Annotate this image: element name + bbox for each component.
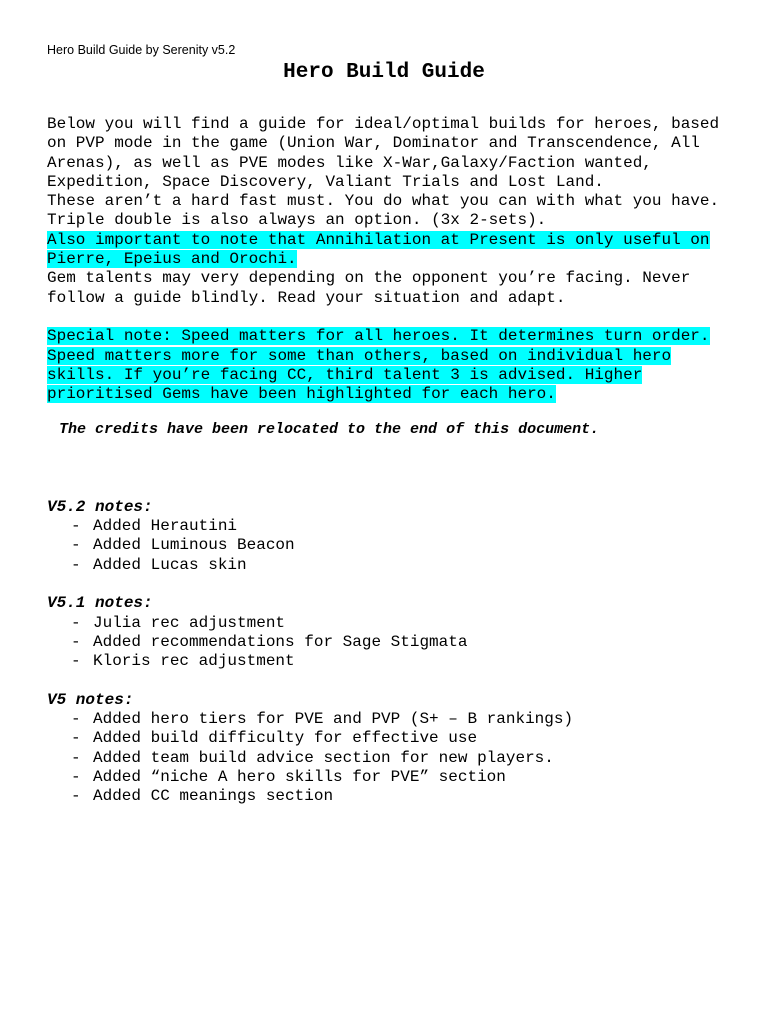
bullet-dash: - xyxy=(71,632,81,651)
list-item xyxy=(71,729,737,748)
list-item xyxy=(71,517,737,536)
bullet-dash: - xyxy=(71,748,81,767)
bullet-dash: - xyxy=(71,613,81,632)
special-note xyxy=(47,327,737,404)
document-body xyxy=(47,115,737,807)
bullet-dash: - xyxy=(71,729,81,748)
list-item xyxy=(71,749,737,768)
spacer xyxy=(47,440,737,498)
list-item xyxy=(71,652,737,671)
credits-note: The credits have been relocated to the end of this document. xyxy=(59,421,600,439)
intro-paragraph: Below you will find a guide for ideal/optimal builds for heroes, based on PVP mode in the game (Union War, Dominator and Transcendence, All Arenas), as well as PVE modes like X-War,Galaxy/Faction wanted, Expedition, Space Discovery, Valiant Trials and Lost Land. xyxy=(47,115,720,191)
special-note-highlight: Special note: Speed matters for all heroes. It determines turn order. Speed matters more for some than others, based on individual hero skills. If you’re facing CC, third talent 3 is advised. Higher prioritised Gems have been highlighted for each hero. xyxy=(47,327,710,404)
gem-talents-paragraph: Gem talents may very depending on the opponent you’re facing. Never follow a guide blindly. Read your situation and adapt. xyxy=(47,269,691,307)
list-item-text: Added Luminous Beacon xyxy=(93,536,295,555)
notes-list xyxy=(47,614,737,672)
list-item-text: Added “niche A hero skills for PVE” section xyxy=(93,767,506,786)
notes-heading: V5.2 notes: xyxy=(47,497,153,516)
list-item xyxy=(71,556,737,575)
spacer xyxy=(47,308,737,327)
list-item-text: Added team build advice section for new players. xyxy=(93,748,554,767)
notes-section-v51 xyxy=(47,594,737,671)
page-title: Hero Build Guide xyxy=(283,61,485,84)
list-item xyxy=(71,768,737,787)
bullet-dash: - xyxy=(71,767,81,786)
annihilation-note xyxy=(47,231,737,270)
list-item-text: Added recommendations for Sage Stigmata xyxy=(93,632,468,651)
document-header: Hero Build Guide by Serenity v5.2 xyxy=(47,43,236,57)
spacer xyxy=(47,671,737,690)
list-item xyxy=(71,710,737,729)
spacer xyxy=(47,404,737,420)
list-item xyxy=(71,787,737,806)
notes-list xyxy=(47,710,737,806)
bullet-dash: - xyxy=(71,517,81,536)
list-item xyxy=(71,536,737,555)
list-item xyxy=(71,614,737,633)
bullet-dash: - xyxy=(71,652,81,671)
list-item-text: Kloris rec adjustment xyxy=(93,652,295,671)
bullet-dash: - xyxy=(71,555,81,574)
bullet-dash: - xyxy=(71,710,81,729)
notes-section-v5 xyxy=(47,691,737,807)
notes-section-v52 xyxy=(47,498,737,575)
spacer xyxy=(47,575,737,594)
bullet-dash: - xyxy=(71,787,81,806)
notes-heading: V5 notes: xyxy=(47,690,134,709)
annihilation-highlight: Also important to note that Annihilation at Present is only useful on Pierre, Epeius and Orochi. xyxy=(47,230,710,269)
list-item-text: Added hero tiers for PVE and PVP (S+ – B rankings) xyxy=(93,710,574,729)
notes-list xyxy=(47,517,737,575)
notes-heading: V5.1 notes: xyxy=(47,594,153,613)
list-item xyxy=(71,633,737,652)
list-item-text: Added CC meanings section xyxy=(93,787,334,806)
disclaimer-paragraph: These aren’t a hard fast must. You do what you can with what you have. Triple double is also always an option. (3x 2-sets). xyxy=(47,192,720,230)
list-item-text: Julia rec adjustment xyxy=(93,613,286,632)
list-item-text: Added Lucas skin xyxy=(93,555,247,574)
bullet-dash: - xyxy=(71,536,81,555)
list-item-text: Added build difficulty for effective use xyxy=(93,729,478,748)
list-item-text: Added Herautini xyxy=(93,517,238,536)
